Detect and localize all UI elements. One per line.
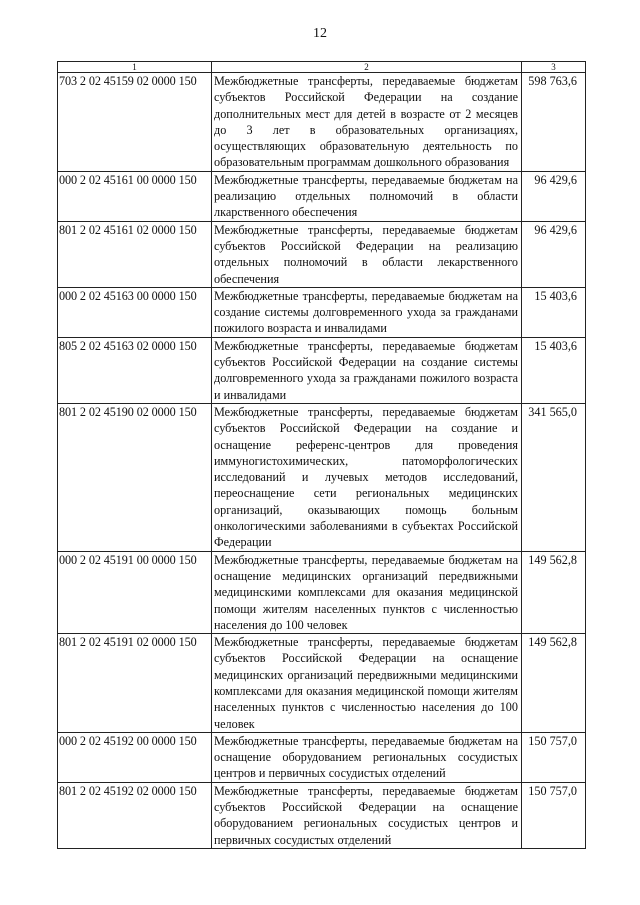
amount-cell: 150 757,0 [522, 732, 586, 782]
description-cell: Межбюджетные трансферты, передаваемые бюджетам субъектов Российской Федерации на оснащение медицинских организаций передвижными медицинскими комплексами для оказания медицинской помощи жителям населенных пунктов с численностью населения до 100 человек [212, 634, 522, 733]
amount-cell: 96 429,6 [522, 171, 586, 221]
table-row [58, 634, 586, 733]
budget-table [57, 61, 586, 849]
page-number: 12 [313, 26, 327, 41]
description-cell: Межбюджетные трансферты, передаваемые бюджетам на создание системы долговременного ухода за гражданами пожилого возраста и инвалидами [212, 287, 522, 337]
budget-code-cell: 000 2 02 45192 00 0000 150 [58, 732, 212, 782]
budget-code-cell: 801 2 02 45191 02 0000 150 [58, 634, 212, 733]
description-cell: Межбюджетные трансферты, передаваемые бюджетам субъектов Российской Федерации на создание системы долговременного ухода за гражданами пожилого возраста и инвалидами [212, 337, 522, 403]
table-row [58, 171, 586, 221]
budget-code-cell: 000 2 02 45191 00 0000 150 [58, 551, 212, 633]
table-row [58, 73, 586, 172]
description-cell: Межбюджетные трансферты, передаваемые бюджетам на оснащение оборудованием региональных сосудистых центров и первичных сосудистых отделений [212, 732, 522, 782]
description-cell: Межбюджетные трансферты, передаваемые бюджетам субъектов Российской Федерации на создание и оснащение референс-центров для проведения иммуногистохимических, патоморфологических исследований и лучевых методов исследований, переоснащение сети региональных медицинских организаций, оказывающих помощь больным онкологическими заболеваниями в субъектах Российской Федерации [212, 403, 522, 551]
budget-code-cell: 801 2 02 45192 02 0000 150 [58, 782, 212, 848]
amount-cell: 150 757,0 [522, 782, 586, 848]
amount-cell: 15 403,6 [522, 287, 586, 337]
amount-cell: 598 763,6 [522, 73, 586, 172]
amount-cell: 15 403,6 [522, 337, 586, 403]
description-cell: Межбюджетные трансферты, передаваемые бюджетам на реализацию отдельных полномочий в области лкарственного обеспечения [212, 171, 522, 221]
table-row [58, 287, 586, 337]
amount-cell: 96 429,6 [522, 221, 586, 287]
column-header-1: 1 [58, 62, 212, 73]
table-row [58, 551, 586, 633]
column-number-row [58, 62, 586, 73]
description-cell: Межбюджетные трансферты, передаваемые бюджетам субъектов Российской Федерации на оснащение оборудованием региональных сосудистых центров и первичных сосудистых отделений [212, 782, 522, 848]
column-header-2: 2 [212, 62, 522, 73]
budget-code-cell: 000 2 02 45163 00 0000 150 [58, 287, 212, 337]
table-row [58, 221, 586, 287]
table-row [58, 337, 586, 403]
amount-cell: 149 562,8 [522, 634, 586, 733]
budget-code-cell: 703 2 02 45159 02 0000 150 [58, 73, 212, 172]
amount-cell: 341 565,0 [522, 403, 586, 551]
budget-code-cell: 801 2 02 45161 02 0000 150 [58, 221, 212, 287]
amount-cell: 149 562,8 [522, 551, 586, 633]
column-header-3: 3 [522, 62, 586, 73]
table-row [58, 732, 586, 782]
description-cell: Межбюджетные трансферты, передаваемые бюджетам на оснащение медицинских организаций передвижными медицинскими комплексами для оказания медицинской помощи жителям населенных пунктов с численностью населения до 100 человек [212, 551, 522, 633]
budget-code-cell: 801 2 02 45190 02 0000 150 [58, 403, 212, 551]
budget-code-cell: 000 2 02 45161 00 0000 150 [58, 171, 212, 221]
description-cell: Межбюджетные трансферты, передаваемые бюджетам субъектов Российской Федерации на создание дополнительных мест для детей в возрасте от 2 месяцев до 3 лет в образовательных организациях, осуществляющих образовательную деятельность по образовательным программам дошкольного образования [212, 73, 522, 172]
table-row [58, 403, 586, 551]
budget-code-cell: 805 2 02 45163 02 0000 150 [58, 337, 212, 403]
description-cell: Межбюджетные трансферты, передаваемые бюджетам субъектов Российской Федерации на реализацию отдельных полномочий в области лекарственного обеспечения [212, 221, 522, 287]
table-row [58, 782, 586, 848]
